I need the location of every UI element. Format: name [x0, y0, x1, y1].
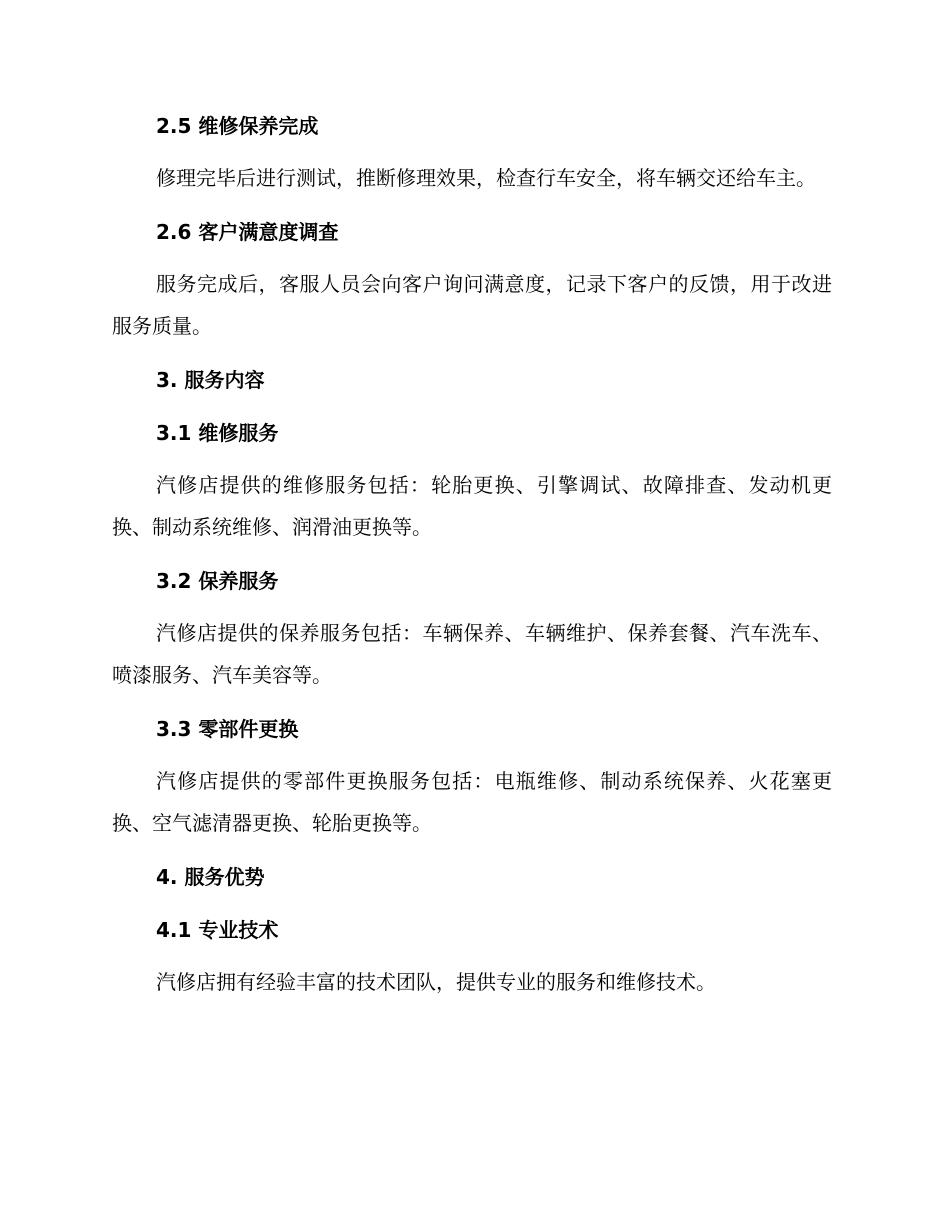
paragraph-parts-replacement: 汽修店提供的零部件更换服务包括：电瓶维修、制动系统保养、火花塞更换、空气滤清器更换、轮胎更换等。	[112, 769, 832, 835]
section-heading-4-1: 4.1 专业技术	[156, 918, 279, 942]
section-heading-3: 3. 服务内容	[156, 368, 265, 392]
document-page	[112, 104, 832, 1014]
paragraph-repair-services: 汽修店提供的维修服务包括：轮胎更换、引擎调试、故障排查、发动机更换、制动系统维修、润滑油更换等。	[112, 473, 832, 539]
paragraph-satisfaction-survey: 服务完成后，客服人员会向客户询问满意度，记录下客户的反馈，用于改进服务质量。	[112, 272, 832, 338]
section-heading-3-3: 3.3 零部件更换	[156, 717, 299, 741]
paragraph-maintenance-services: 汽修店提供的保养服务包括：车辆保养、车辆维护、保养套餐、汽车洗车、喷漆服务、汽车美容等。	[112, 621, 832, 687]
section-heading-2-5: 2.5 维修保养完成	[156, 114, 319, 138]
paragraph-maintenance-complete: 修理完毕后进行测试，推断修理效果，检查行车安全，将车辆交还给车主。	[156, 166, 816, 190]
section-heading-3-2: 3.2 保养服务	[156, 569, 279, 593]
section-heading-3-1: 3.1 维修服务	[156, 421, 279, 445]
section-heading-4: 4. 服务优势	[156, 865, 265, 889]
section-heading-2-6: 2.6 客户满意度调查	[156, 220, 339, 244]
paragraph-professional-technology: 汽修店拥有经验丰富的技术团队，提供专业的服务和维修技术。	[156, 970, 716, 994]
